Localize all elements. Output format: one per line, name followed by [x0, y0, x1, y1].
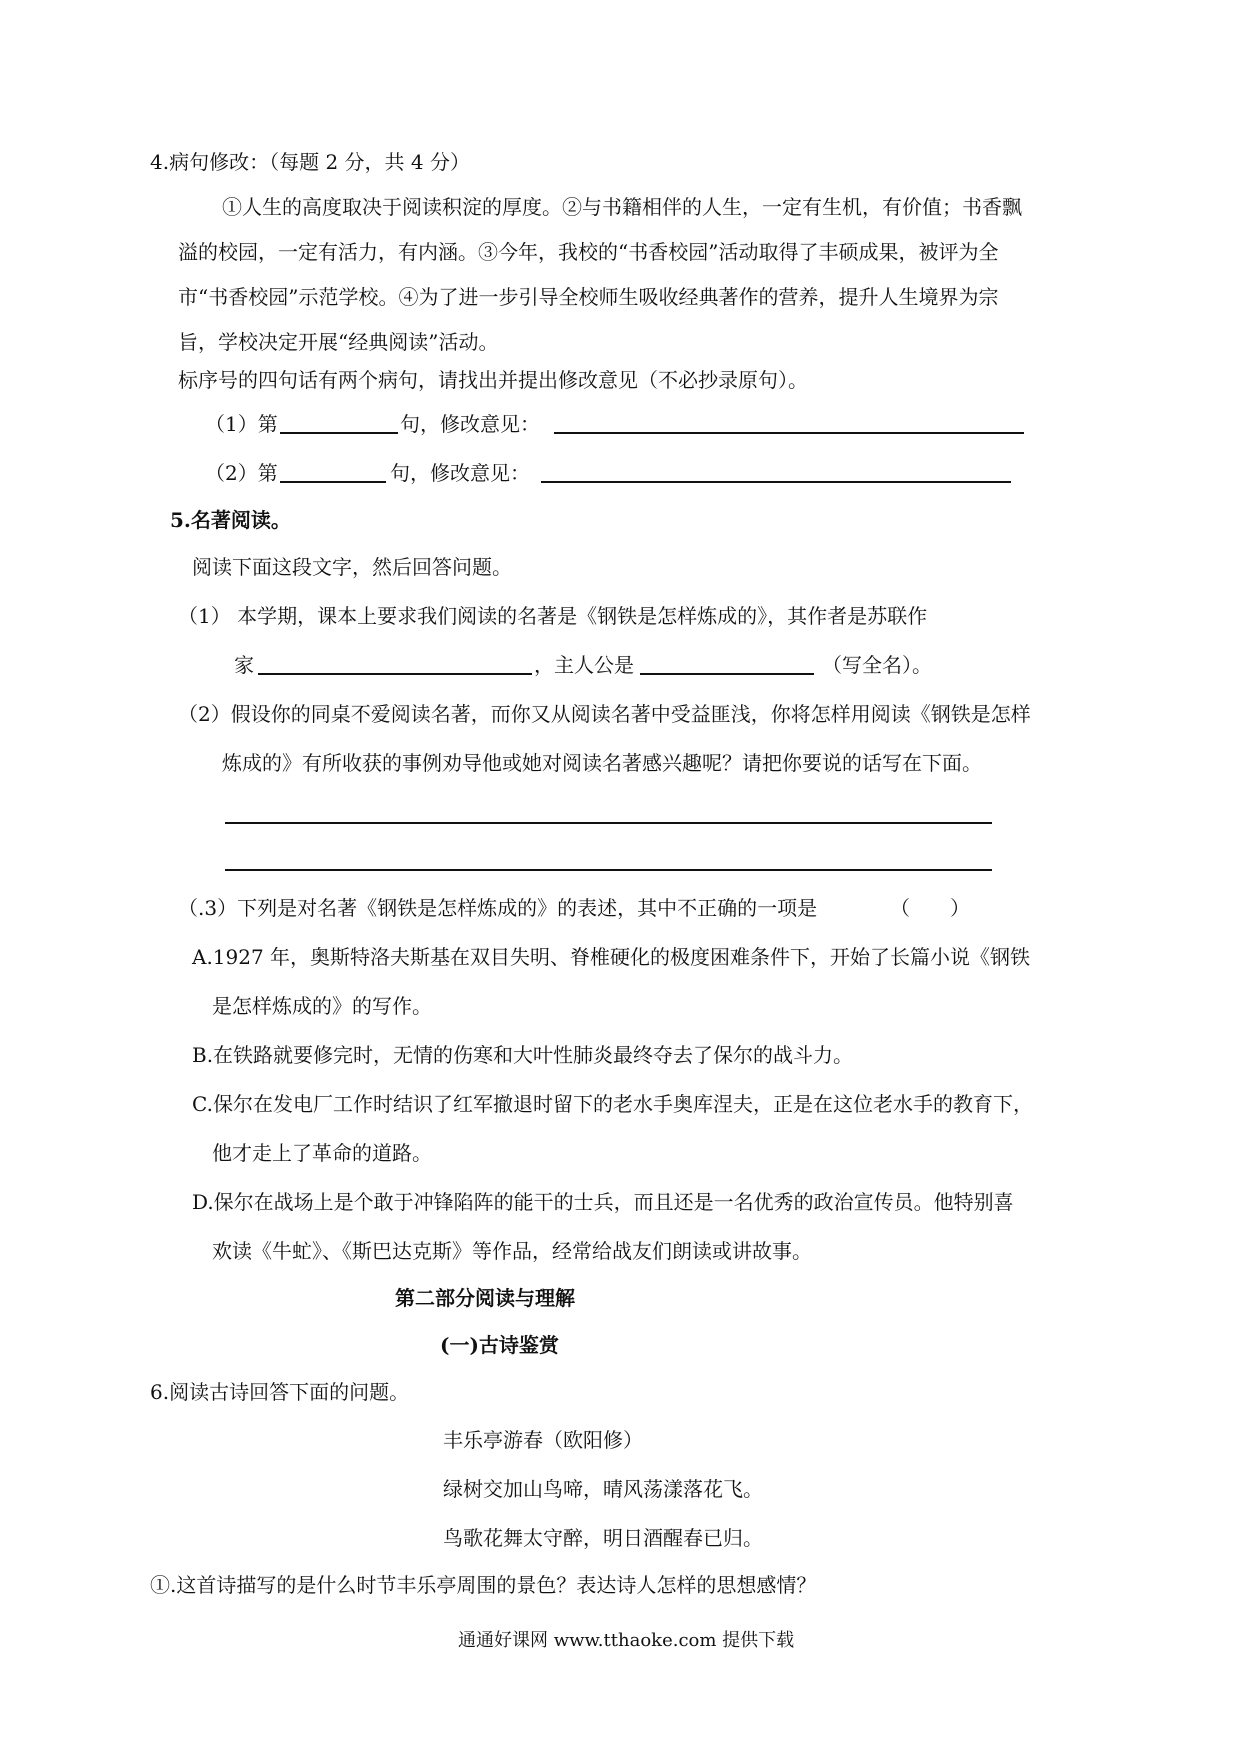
q6-sub1: ①.这首诗描写的是什么时节丰乐亭周围的景色？表达诗人怎样的思想感情？	[150, 1573, 817, 1597]
q5-sub3-question: （.3）下列是对名著《钢铁是怎样炼成的》的表述，其中不正确的一项是	[178, 896, 818, 920]
page-footer: 通通好课网 www.tthaoke.com 提供下载	[458, 1630, 795, 1651]
q4-passage-line-4: 旨，学校决定开展“经典阅读”活动。	[178, 330, 499, 354]
q6-title: 6.阅读古诗回答下面的问题。	[150, 1380, 410, 1404]
part2-title: 第二部分阅读与理解	[395, 1286, 575, 1310]
q5-option-c-line1: C.保尔在发电厂工作时结识了红军撤退时留下的老水手奥库涅夫，正是在这位老水手的教育下，	[192, 1092, 1033, 1116]
q5-protagonist-blank[interactable]	[640, 673, 814, 675]
poem-line-1: 绿树交加山鸟啼，晴风荡漾落花飞。	[443, 1477, 763, 1501]
q5-option-a-line2: 是怎样炼成的》的写作。	[212, 994, 432, 1018]
q5-option-d-line2: 欢读《牛虻》、《斯巴达克斯》等作品，经常给战友们朗读或讲故事。	[212, 1239, 812, 1263]
q4-passage-line-1: ①人生的高度取决于阅读积淀的厚度。②与书籍相伴的人生，一定有生机，有价值；书香飘	[222, 195, 1022, 219]
q4-item1-prefix: （1）第	[205, 412, 278, 436]
q5-option-d-line1: D.保尔在战场上是个敢于冲锋陷阵的能干的士兵，而且还是一名优秀的政治宣传员。他特别喜	[192, 1190, 1014, 1214]
q4-instruction: 标序号的四句话有两个病句，请找出并提出修改意见（不必抄录原句）。	[178, 368, 808, 392]
q4-item2-mid: 句，修改意见：	[390, 461, 530, 485]
q4-passage-line-3: 市“书香校园”示范学校。④为了进一步引导全校师生吸收经典著作的营养，提升人生境界为宗	[178, 285, 999, 309]
q5-sub2-answer-line-1[interactable]	[225, 822, 992, 824]
q5-title: 5.名著阅读。	[170, 508, 291, 532]
poem-line-2: 鸟歌花舞太守醉，明日酒醒春已归。	[443, 1526, 763, 1550]
q5-sub2-answer-line-2[interactable]	[225, 869, 992, 871]
q5-sub1-line2-c: （写全名）。	[822, 653, 932, 677]
poem-title: 丰乐亭游春（欧阳修）	[443, 1428, 643, 1452]
q5-author-blank[interactable]	[258, 673, 532, 675]
q4-passage-line-2: 溢的校园，一定有活力，有内涵。③今年，我校的“书香校园”活动取得了丰硕成果，被评为全	[178, 240, 999, 264]
q4-title: 4.病句修改：（每题 2 分，共 4 分）	[150, 150, 470, 174]
q5-sub3-answer-bracket[interactable]: （ ）	[890, 896, 970, 920]
q4-item2-sentence-blank[interactable]	[280, 481, 386, 483]
q5-sub2-line1: （2）假设你的同桌不爱阅读名著，而你又从阅读名著中受益匪浅，你将怎样用阅读《钢铁是怎样	[178, 702, 1031, 726]
q5-sub1-line2-a: 家	[234, 653, 254, 677]
q4-item1-revision-blank[interactable]	[554, 432, 1024, 434]
q5-sub1-line1: （1） 本学期，课本上要求我们阅读的名著是《钢铁是怎样炼成的》，其作者是苏联作	[178, 604, 928, 628]
q5-sub1-line2-b: ，主人公是	[534, 653, 634, 677]
q4-item2-revision-blank[interactable]	[541, 481, 1011, 483]
q4-item1-mid: 句，修改意见：	[400, 412, 540, 436]
q5-sub2-line2: 炼成的》有所收获的事例劝导他或她对阅读名著感兴趣呢？请把你要说的话写在下面。	[222, 751, 982, 775]
q5-intro: 阅读下面这段文字，然后回答问题。	[192, 555, 512, 579]
q5-option-b: B.在铁路就要修完时，无情的伤寒和大叶性肺炎最终夺去了保尔的战斗力。	[192, 1043, 854, 1067]
q5-option-a-line1: A.1927 年，奥斯特洛夫斯基在双目失明、脊椎硬化的极度困难条件下，开始了长篇小说《钢铁	[192, 945, 1031, 969]
q4-item1-sentence-blank[interactable]	[280, 432, 398, 434]
q4-item2-prefix: （2）第	[205, 461, 278, 485]
part2-subtitle: (一)古诗鉴赏	[440, 1333, 559, 1357]
q5-option-c-line2: 他才走上了革命的道路。	[212, 1141, 432, 1165]
